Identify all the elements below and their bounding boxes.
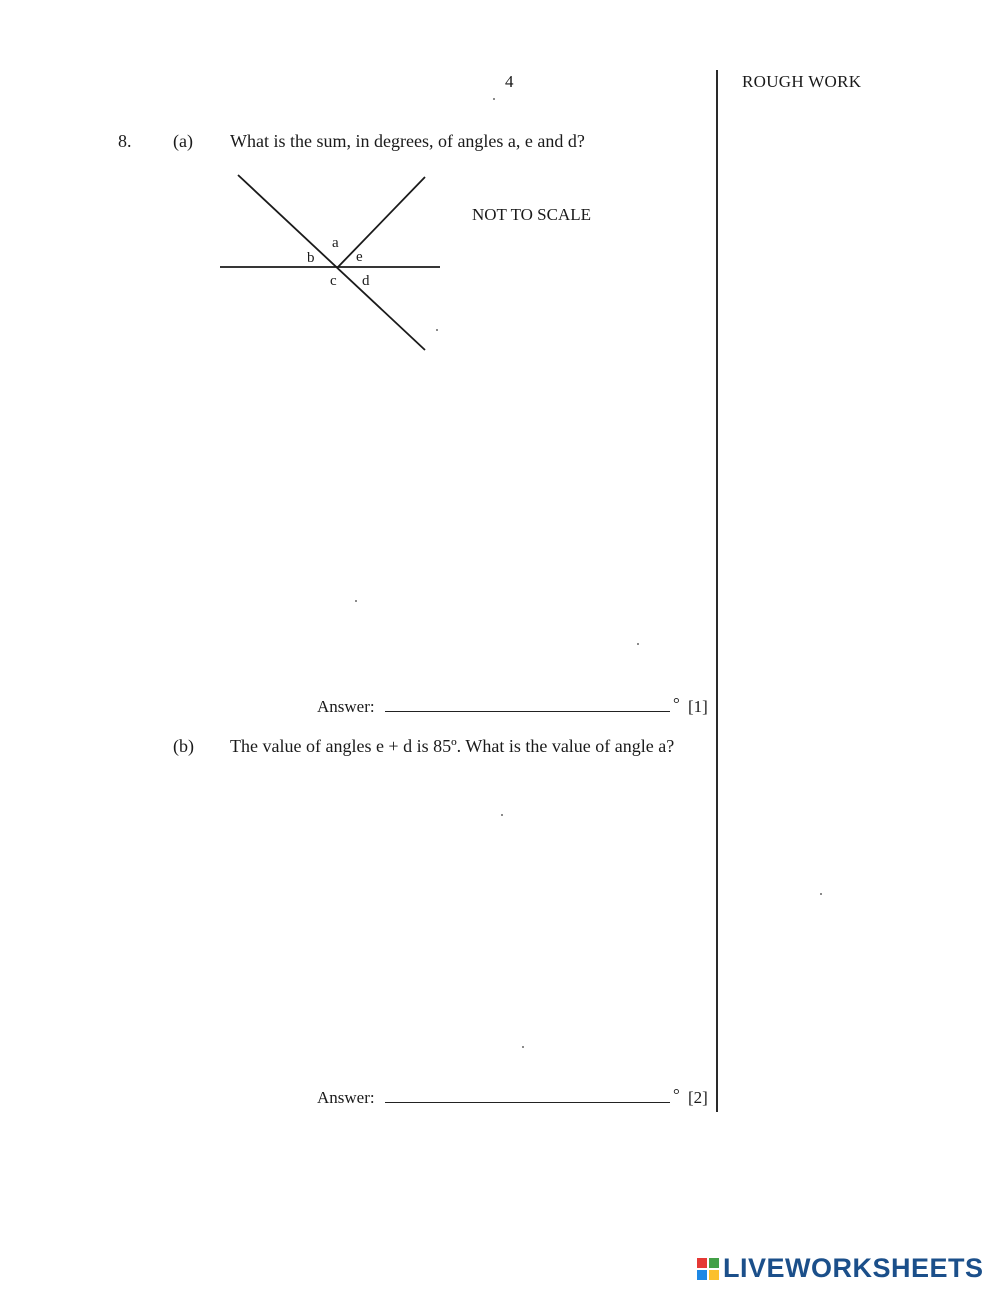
part-a-label: (a) [173,131,193,151]
liveworksheets-brand [697,1253,984,1284]
descending-diagonal-line [238,175,425,350]
part-b-marks: [2] [688,1088,708,1107]
rough-work-label: ROUGH WORK [742,72,862,91]
ascending-diagonal-line [338,177,425,267]
part-b-degree-symbol: ° [673,1085,680,1104]
logo-tile-v [697,1270,707,1280]
angle-label-a: a [332,235,339,251]
part-b-answer-label: Answer: [317,1088,375,1107]
page-number: 4 [505,72,514,91]
angle-label-b: b [307,250,315,266]
liveworksheets-logo [697,1258,719,1280]
part-a-answer-field[interactable] [385,711,670,712]
logo-tile-i [709,1258,719,1268]
part-a-answer-label: Answer: [317,697,375,716]
scan-speck [522,1046,524,1048]
intersecting-lines-diagram [210,165,450,365]
not-to-scale-note: NOT TO SCALE [472,205,592,224]
part-b-label: (b) [173,736,194,756]
scan-speck [501,814,503,816]
scan-speck [637,643,639,645]
question-number: 8. [118,131,132,151]
angle-label-d: d [362,273,370,289]
part-a-degree-symbol: ° [673,694,680,713]
part-a-marks: [1] [688,697,708,716]
logo-tile-l [697,1258,707,1268]
rough-work-divider [716,70,718,1112]
scan-speck [355,600,357,602]
logo-tile-e [709,1270,719,1280]
part-a-question-text: What is the sum, in degrees, of angles a, e and d? [230,131,585,151]
part-b-question-text: The value of angles e + d is 85º. What is the value of angle a? [230,736,675,756]
scan-speck [436,329,438,331]
angle-label-e: e [356,249,363,265]
liveworksheets-wordmark: LIVEWORKSHEETS [723,1253,984,1283]
part-b-answer-field[interactable] [385,1102,670,1103]
angle-label-c: c [330,273,337,289]
scan-speck [493,98,495,100]
scan-speck [820,893,822,895]
